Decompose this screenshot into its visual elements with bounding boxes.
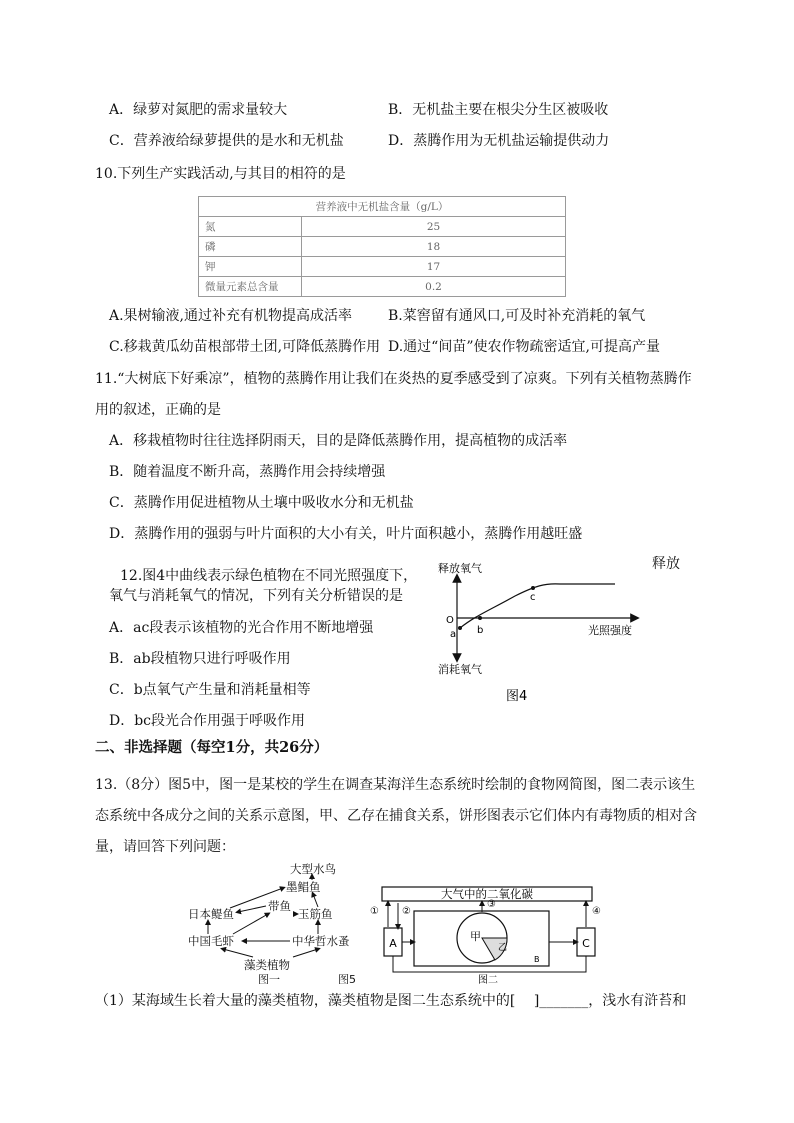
- q13-stem-line1: 13.（8分）图5中，图一是某校的学生在调查某海洋生态系统时绘制的食物网简图，图二表示该生: [95, 777, 696, 793]
- q11-stem-line1: 11.“大树底下好乘凉”，植物的蒸腾作用让我们在炎热的夏季感受到了凉爽。下列有关植物蒸腾作: [95, 371, 692, 387]
- q12-option-b: B．ab段植物只进行呼吸作用: [109, 651, 291, 667]
- table-row: [199, 257, 566, 277]
- q10-option-a: A.果树输液,通过补充有机物提高成活率: [109, 308, 353, 324]
- table-row: [199, 277, 566, 297]
- arrow-algae-shrimp: [223, 949, 253, 957]
- label-2: ②: [402, 906, 411, 917]
- table-cell-value: 17: [302, 257, 566, 277]
- point-c: [531, 586, 535, 590]
- q13-subquestion-1: （1）某海域生长着大量的藻类植物，藻类植物是图二生态系统中的[ ]_______，浅水有浒苔和: [95, 993, 687, 1009]
- web-bird: 大型水鸟: [290, 862, 336, 876]
- arrow-hairtail-japfish: [238, 906, 266, 912]
- q9-option-a: A．绿萝对氮肥的需求量较大: [109, 102, 288, 118]
- q9-option-d: D．蒸腾作用为无机盐运输提供动力: [388, 133, 610, 149]
- q12-option-a: A．ac段表示该植物的光合作用不断地增强: [109, 620, 374, 636]
- q13-stem-line2: 态系统中各成分之间的关系示意图，甲、乙存在捕食关系，饼形图表示它们体内有毒物质的相对含: [95, 808, 697, 824]
- nutrient-table: [198, 196, 566, 297]
- figure-4: [430, 556, 680, 706]
- point-a-label: a: [450, 629, 457, 640]
- box-a-label: A: [389, 937, 397, 950]
- q10-option-d: D.通过“间苗”使农作物疏密适宜,可提高产量: [388, 339, 660, 355]
- box-c-label: C: [582, 937, 590, 950]
- table-header: 营养液中无机盐含量（g/L）: [199, 197, 566, 217]
- web-hairtail: 带鱼: [268, 899, 291, 913]
- web-algae: 藻类植物: [244, 958, 290, 972]
- table-cell-value: 18: [302, 237, 566, 257]
- q11-option-c: C．蒸腾作用促进植物从土壤中吸收水分和无机盐: [109, 495, 414, 511]
- y-label-consume: 消耗氧气: [438, 663, 482, 676]
- q11-option-d: D．蒸腾作用的强弱与叶片面积的大小有关，叶片面积越小，蒸腾作用越旺盛: [109, 526, 583, 542]
- point-b-label: b: [477, 625, 484, 636]
- point-b: [478, 616, 482, 620]
- q10-stem: 10.下列生产实践活动,与其目的相符的是: [95, 166, 346, 182]
- oxygen-curve: [460, 584, 615, 628]
- q10-option-c: C.移栽黄瓜幼苗根部带土团,可降低蒸腾作用: [109, 339, 381, 355]
- arrow-algae-zoo: [293, 949, 318, 957]
- origin-label: O: [446, 615, 454, 626]
- table-cell-name: 微量元素总含量: [199, 277, 302, 297]
- point-c-label: c: [530, 592, 536, 603]
- table-row: [199, 217, 566, 237]
- web-japfish: 日本鳀鱼: [188, 907, 234, 921]
- section-heading: 二、非选择题（每空1分，共26分）: [95, 739, 329, 756]
- q12-stray-text: 释放: [652, 556, 680, 572]
- x-label: 光照强度: [588, 624, 632, 637]
- arrow-shrimp-hairtail: [233, 914, 268, 934]
- table-cell-value: 25: [302, 217, 566, 237]
- y-label-release: 释放氧气: [438, 562, 482, 575]
- table-header-row: [199, 197, 566, 217]
- web-goldline: 玉筋鱼: [298, 907, 333, 921]
- q12-stem-line1: 12.图4中曲线表示绿色植物在不同光照强度下，: [120, 568, 418, 584]
- table-cell-name: 氮: [199, 217, 302, 237]
- web-caption-figure-1: 图一: [258, 973, 280, 984]
- arrow-goldline-mackerel: [313, 894, 318, 907]
- pie-label-yi: 乙: [498, 943, 508, 953]
- q11-stem-line2: 用的叙述，正确的是: [95, 402, 221, 418]
- figure-5-food-web: [168, 856, 378, 984]
- atmosphere-label: 大气中的二氧化碳: [441, 887, 533, 901]
- point-a: [458, 626, 462, 630]
- q12-option-c: C．b点氧气产生量和消耗量相等: [109, 682, 311, 698]
- q10-option-b: B.菜窖留有通风口,可及时补充消耗的氧气: [388, 308, 646, 324]
- label-4: ④: [592, 906, 601, 917]
- web-shrimp: 中国毛虾: [188, 934, 234, 948]
- table-row: [199, 237, 566, 257]
- label-3: ③: [487, 899, 496, 910]
- q11-option-a: A．移栽植物时往往选择阴雨天，目的是降低蒸腾作用，提高植物的成活率: [109, 433, 568, 449]
- pie-label-jia: 甲: [470, 930, 481, 943]
- q9-option-c: C．营养液给绿萝提供的是水和无机盐: [109, 133, 344, 149]
- label-1: ①: [370, 906, 379, 917]
- q12-option-d: D．bc段光合作用强于呼吸作用: [109, 713, 306, 729]
- table-cell-name: 钾: [199, 257, 302, 277]
- web-caption-figure-5: 图5: [338, 973, 356, 984]
- web-mackerel: 墨鲳鱼: [286, 880, 321, 894]
- label-b: B: [534, 955, 540, 964]
- table-cell-value: 0.2: [302, 277, 566, 297]
- figure-5-cycle: [370, 884, 610, 984]
- caption-figure-2: 图二: [478, 975, 498, 984]
- q11-option-b: B．随着温度不断升高，蒸腾作用会持续增强: [109, 464, 386, 480]
- figure-4-caption: 图4: [506, 689, 528, 704]
- q13-stem-line3: 量，请回答下列问题：: [95, 839, 235, 855]
- web-zooplankton: 中华哲水蚤: [292, 934, 350, 948]
- q12-stem-line2: 氧气与消耗氧气的情况，下列有关分析错误的是: [109, 588, 403, 604]
- table-cell-name: 磷: [199, 237, 302, 257]
- q9-option-b: B．无机盐主要在根尖分生区被吸收: [388, 102, 609, 118]
